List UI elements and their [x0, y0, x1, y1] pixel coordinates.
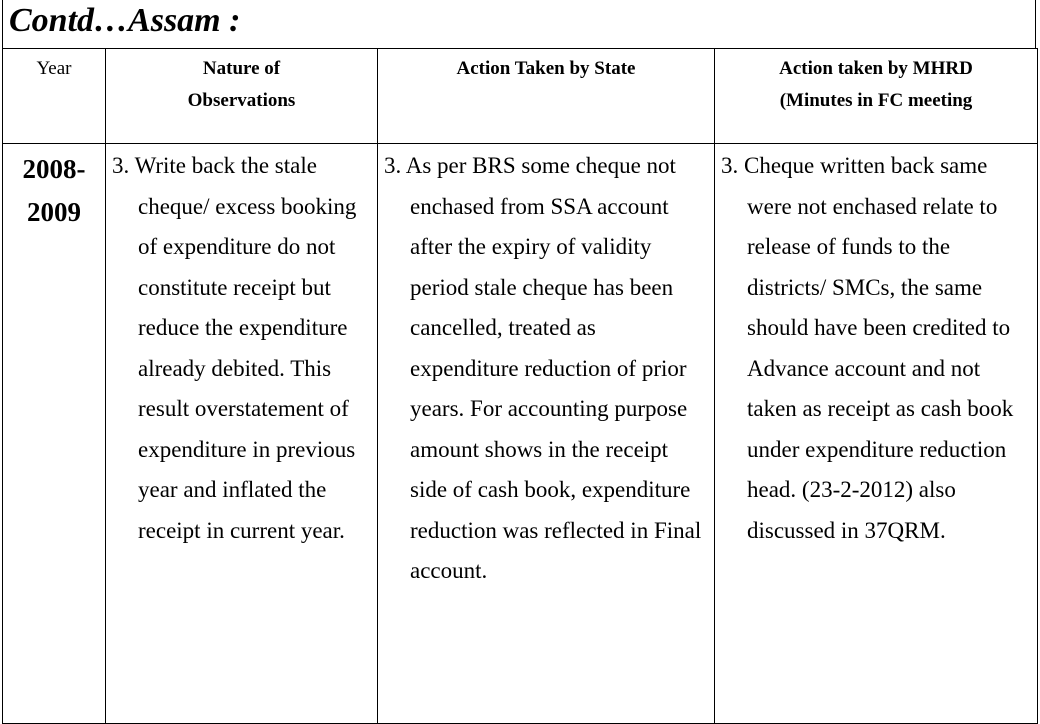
action-state-text: 3. As per BRS some cheque not enchased from SSA account after the expiry of validity period stale cheque has been cancelled, treated as expenditure reduction of prior years. For accounting purpose amount shows in the receipt side of cash book, expenditure reduction was reflected in Final account. — [384, 153, 702, 583]
header-year-label: Year — [36, 58, 72, 79]
mhrd-text: 3. Cheque written back same were not enchased relate to release of funds to the districts/ SMCs, the same should have been credited to Advance account and not taken as receipt as cash book under expenditure reduction head. (23-2-2012) also discussed in 37QRM. — [721, 153, 1014, 543]
header-action-state-label: Action Taken by State — [456, 58, 636, 79]
header-action-state — [378, 49, 715, 144]
table-row — [3, 144, 1038, 724]
header-row — [3, 49, 1038, 144]
header-year — [3, 49, 106, 144]
mhrd-cell — [715, 144, 1038, 724]
header-mhrd-line1: Action taken by MHRD — [779, 58, 973, 79]
action-state-cell — [378, 144, 715, 724]
header-nature-line1: Nature of — [202, 58, 281, 79]
year-line2: 2009 — [27, 197, 81, 227]
header-mhrd-line2: (Minutes in FC meeting — [779, 90, 973, 111]
year-line1: 2008- — [22, 154, 86, 184]
header-nature — [106, 49, 378, 144]
title-cell — [2, 0, 1036, 49]
observations-table — [2, 48, 1038, 724]
header-nature-line2: Observations — [187, 90, 296, 111]
slide-title: Contd…Assam : — [9, 2, 241, 39]
year-cell — [3, 144, 106, 724]
header-mhrd — [715, 49, 1038, 144]
nature-cell — [106, 144, 378, 724]
nature-text: 3. Write back the stale cheque/ excess booking of expenditure do not constitute receipt but reduce the expenditure already debited. This result overstatement of expenditure in previous year and inflated the receipt in current year. — [112, 153, 357, 543]
